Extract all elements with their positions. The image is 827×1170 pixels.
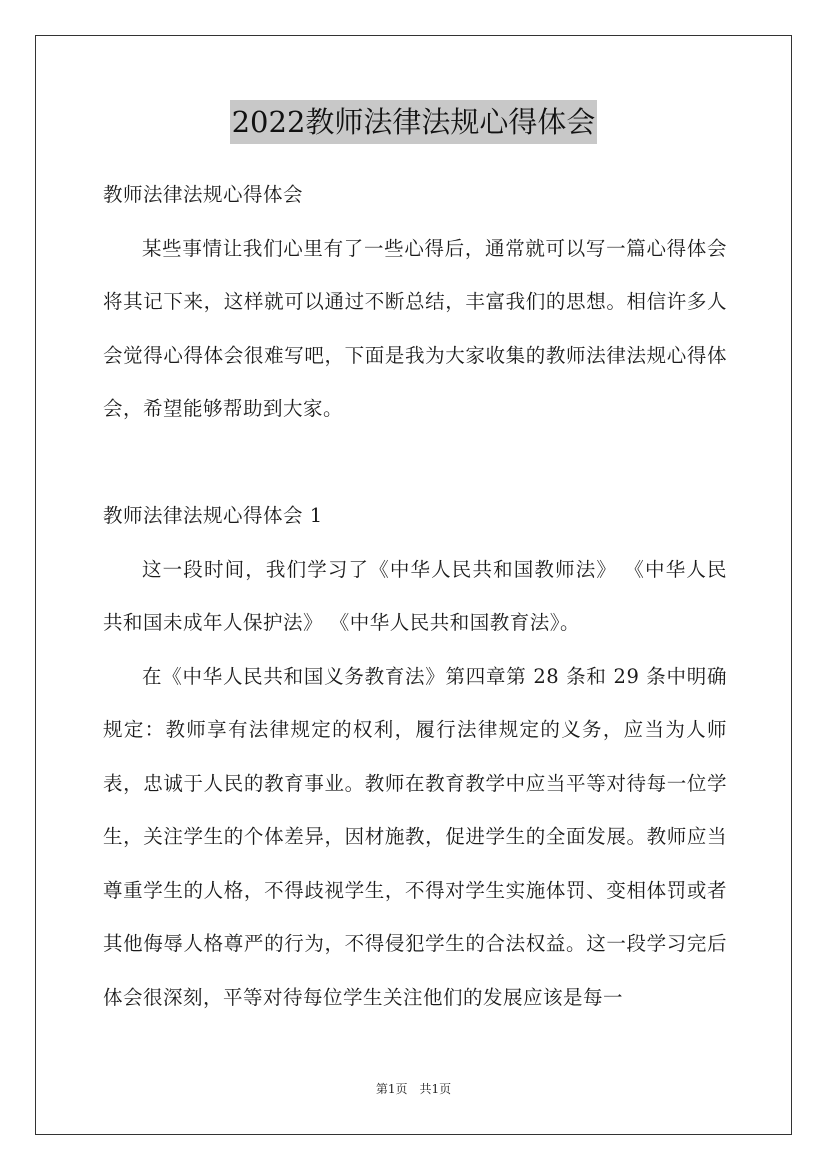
document-body bbox=[103, 168, 727, 1024]
page-footer: 第1页 共1页 bbox=[375, 1082, 452, 1096]
paragraph-gap bbox=[103, 436, 727, 490]
subtitle: 教师法律法规心得体会 bbox=[103, 183, 304, 206]
title-container bbox=[0, 100, 827, 144]
section-paragraph-1: 这一段时间，我们学习了《中华人民共和国教师法》 《中华人民共和国未成年人保护法》 《中华人民共和国教育法》。 bbox=[103, 557, 727, 634]
section-paragraph-2: 在《中华人民共和国义务教育法》第四章第 28 条和 29 条中明确规定：教师享有法律规定的权利，履行法律规定的义务，应当为人师表，忠诚于人民的教育事业。教师在教育教学中应当平等对待每一位学生，关注学生的个体差异，因材施教，促进学生的全面发展。教师应当尊重学生的人格，不得歧视学生，不得对学生实施体罚、变相体罚或者其他侮辱人格尊严的行为，不得侵犯学生的合法权益。这一段学习完后体会很深刻，平等对待每位学生关注他们的发展应该是每一 bbox=[103, 664, 727, 1009]
document-title: 2022教师法律法规心得体会 bbox=[230, 100, 598, 144]
intro-paragraph: 某些事情让我们心里有了一些心得后，通常就可以写一篇心得体会将其记下来，这样就可以通过不断总结，丰富我们的思想。相信许多人会觉得心得体会很难写吧，下面是我为大家收集的教师法律法规心得体会，希望能够帮助到大家。 bbox=[103, 236, 727, 420]
section-heading: 教师法律法规心得体会 1 bbox=[103, 504, 323, 527]
